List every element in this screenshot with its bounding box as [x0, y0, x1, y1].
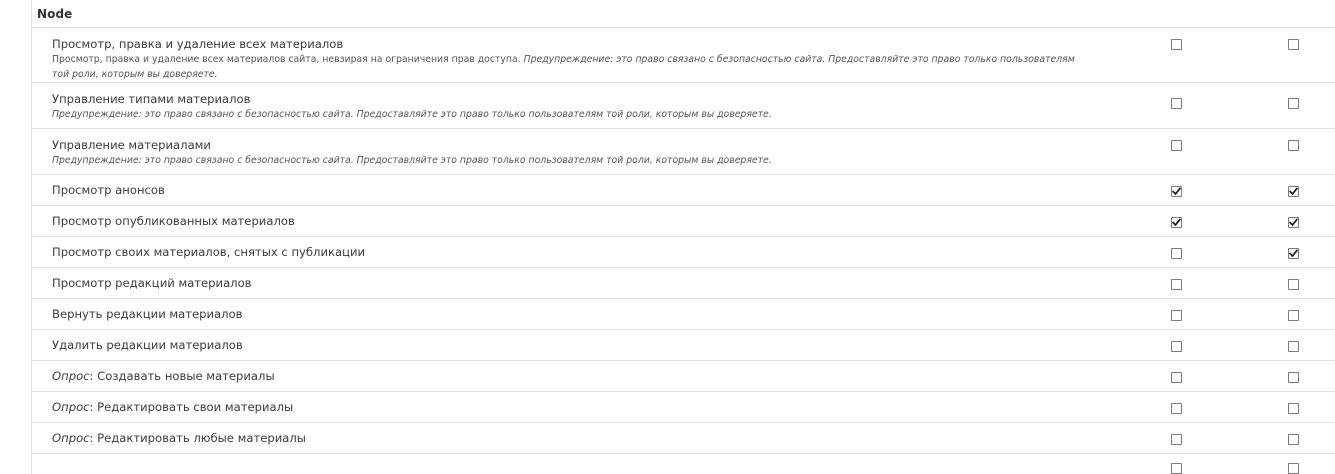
role1-checkbox[interactable]: [1171, 39, 1182, 50]
module-name: Node: [37, 6, 73, 21]
permission-title-text: Просмотр, правка и удаление всех материалов: [52, 37, 344, 51]
description-text: Просмотр, правка и удаление всех материалов сайта, невзирая на ограничения прав доступа.: [52, 54, 521, 65]
permission-row: [32, 330, 1335, 361]
permission-text: [52, 92, 1082, 122]
role2-checkbox[interactable]: [1288, 39, 1299, 50]
checkmark-icon: [1289, 218, 1298, 227]
role1-checkbox[interactable]: [1171, 186, 1182, 197]
permission-row: [32, 129, 1335, 175]
permission-title-text: Управление материалами: [52, 138, 211, 152]
checkmark-icon: [1172, 187, 1181, 196]
content-type-prefix: Опрос: [52, 369, 90, 383]
permission-text: [52, 338, 1082, 352]
permission-row: [32, 392, 1335, 423]
role1-checkbox[interactable]: [1171, 341, 1182, 352]
permission-description: [52, 107, 1082, 122]
permission-text: [52, 138, 1082, 168]
permission-title-text: Вернуть редакции материалов: [52, 307, 243, 321]
role1-checkbox[interactable]: [1171, 98, 1182, 109]
permission-text: [52, 183, 1082, 197]
role2-checkbox[interactable]: [1288, 279, 1299, 290]
permission-title: Опрос: Создавать новые материалы: [52, 369, 275, 383]
role2-checkbox[interactable]: [1288, 186, 1299, 197]
permission-text: [52, 245, 1082, 259]
permission-title: [52, 245, 1082, 259]
role2-checkbox[interactable]: [1288, 310, 1299, 321]
security-warning: Предупреждение: это право связано с безопасностью сайта. Предоставляйте это право только пользователям той роли, которым вы доверяете.: [52, 54, 1075, 80]
permission-text: [52, 431, 1082, 445]
permission-title: [52, 92, 1082, 106]
permission-row: [32, 423, 1335, 454]
permission-title: [52, 307, 1082, 321]
permission-text: [52, 369, 1082, 383]
permission-title-text: Редактировать любые материалы: [97, 431, 306, 445]
role1-checkbox[interactable]: [1171, 248, 1182, 259]
permission-title-text: Просмотр опубликованных материалов: [52, 214, 295, 228]
role1-checkbox[interactable]: [1171, 310, 1182, 321]
role1-checkbox[interactable]: [1171, 372, 1182, 383]
role1-checkbox[interactable]: [1171, 403, 1182, 414]
role2-checkbox[interactable]: [1288, 217, 1299, 228]
role1-checkbox[interactable]: [1171, 434, 1182, 445]
content-type-prefix: Опрос: [52, 431, 90, 445]
permission-title-text: Удалить редакции материалов: [52, 338, 243, 352]
security-warning: Предупреждение: это право связано с безопасностью сайта. Предоставляйте это право только пользователям той роли, которым вы доверяете.: [52, 109, 772, 120]
checkmark-icon: [1172, 218, 1181, 227]
permission-title-text: Создавать новые материалы: [97, 369, 275, 383]
role1-checkbox[interactable]: [1171, 140, 1182, 151]
permission-title: Опрос: Редактировать свои материалы: [52, 400, 294, 414]
permission-description: [52, 52, 1082, 82]
permission-title-text: Управление типами материалов: [52, 92, 251, 106]
role1-checkbox[interactable]: [1171, 463, 1182, 474]
permission-title: [52, 276, 1082, 290]
permission-row: [32, 28, 1335, 83]
role2-checkbox[interactable]: [1288, 341, 1299, 352]
permission-title: [52, 214, 1082, 228]
permission-text: [52, 276, 1082, 290]
permissions-table: [31, 0, 1335, 474]
role2-checkbox[interactable]: [1288, 463, 1299, 474]
permission-title: [52, 183, 1082, 197]
checkmark-icon: [1289, 187, 1298, 196]
content-type-prefix: Опрос: [52, 400, 90, 414]
permission-description: [52, 153, 1082, 168]
permission-title: [52, 338, 1082, 352]
permission-text: [52, 307, 1082, 321]
role2-checkbox[interactable]: [1288, 403, 1299, 414]
permission-title: [52, 138, 1082, 152]
role2-checkbox[interactable]: [1288, 140, 1299, 151]
permission-title-text: Просмотр своих материалов, снятых с публикации: [52, 245, 366, 259]
permission-title: [52, 37, 1082, 51]
role2-checkbox[interactable]: [1288, 248, 1299, 259]
permission-text: [52, 37, 1082, 82]
permission-text: [52, 214, 1082, 228]
permission-row: [32, 237, 1335, 268]
security-warning: Предупреждение: это право связано с безопасностью сайта. Предоставляйте это право только пользователям той роли, которым вы доверяете.: [52, 155, 772, 166]
checkmark-icon: [1289, 249, 1298, 258]
role2-checkbox[interactable]: [1288, 434, 1299, 445]
permission-title-text: Просмотр анонсов: [52, 183, 165, 197]
permission-title-text: Редактировать свои материалы: [97, 400, 294, 414]
module-header: [32, 0, 1335, 28]
permission-row: [32, 83, 1335, 129]
role1-checkbox[interactable]: [1171, 217, 1182, 228]
permission-row: [32, 299, 1335, 330]
permission-row-partial: [32, 454, 1335, 474]
permission-text: [52, 400, 1082, 414]
permission-row: [32, 175, 1335, 206]
permission-title: Опрос: Редактировать любые материалы: [52, 431, 306, 445]
role1-checkbox[interactable]: [1171, 279, 1182, 290]
permission-title-text: Просмотр редакций материалов: [52, 276, 252, 290]
permission-row: [32, 361, 1335, 392]
permission-row: [32, 206, 1335, 237]
role2-checkbox[interactable]: [1288, 372, 1299, 383]
role2-checkbox[interactable]: [1288, 98, 1299, 109]
permission-row: [32, 268, 1335, 299]
permission-rows: [32, 28, 1335, 454]
